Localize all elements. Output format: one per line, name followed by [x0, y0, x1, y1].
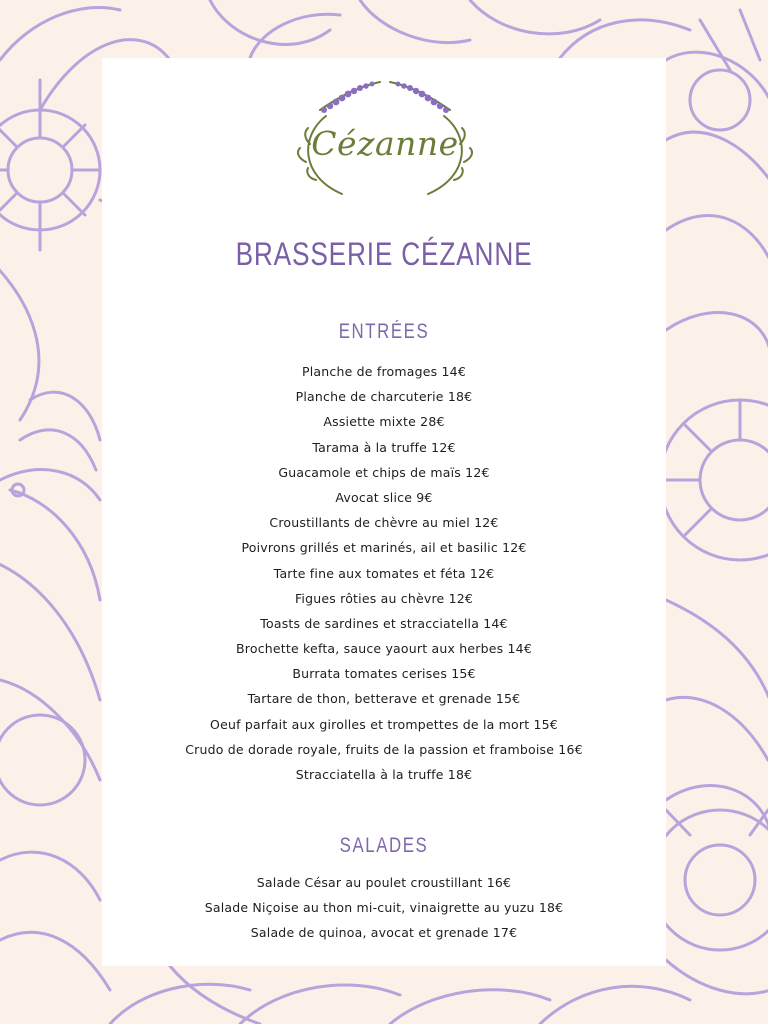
entrees-list	[102, 359, 666, 787]
list-item: Tartare de thon, betterave et grenade 15€	[247, 691, 521, 707]
section-title-salades: SALADES	[339, 834, 429, 857]
list-item: Assiette mixte 28€	[323, 414, 445, 430]
list-item: Planche de charcuterie 18€	[295, 389, 473, 405]
flower-bottom	[110, 966, 690, 1024]
flower-top-center	[210, 0, 690, 58]
list-item: Guacamole et chips de maïs 12€	[278, 464, 490, 480]
list-item: Crudo de dorade royale, fruits de la passion et framboise 16€	[185, 741, 583, 757]
flower-right-bottom	[650, 786, 768, 994]
list-item: Tarte fine aux tomates et féta 12€	[273, 565, 495, 581]
logo	[290, 76, 480, 201]
list-item: Oeuf parfait aux girolles et trompettes de la mort 15€	[210, 716, 558, 732]
list-item: Figues rôties au chèvre 12€	[294, 590, 474, 606]
list-item: Poivrons grillés et marinés, ail et basilic 12€	[241, 540, 527, 556]
flower-left-bottom	[0, 484, 110, 990]
list-item: Toasts de sardines et stracciatella 14€	[260, 615, 508, 631]
list-item: Salade de quinoa, avocat et grenade 17€	[250, 925, 518, 941]
list-item: Tarama à la truffe 12€	[312, 439, 456, 455]
menu-card	[102, 58, 666, 966]
salades-list	[102, 870, 666, 946]
list-item: Brochette kefta, sauce yaourt aux herbes 14€	[236, 641, 532, 657]
logo-text: Cézanne	[311, 124, 459, 163]
section-title-entrees: ENTRÉES	[338, 320, 430, 343]
flower-top-right	[666, 10, 768, 260]
list-item: Planche de fromages 14€	[302, 364, 466, 379]
list-item: Burrata tomates cerises 15€	[292, 666, 476, 682]
restaurant-title: BRASSERIE CÉZANNE	[235, 236, 533, 272]
list-item: Croustillants de chèvre au miel 12€	[269, 515, 499, 531]
list-item: Salade César au poulet croustillant 16€	[256, 875, 512, 890]
flower-right-middle	[660, 313, 768, 760]
list-item: Stracciatella à la truffe 18€	[295, 767, 473, 782]
list-item: Salade Niçoise au thon mi-cuit, vinaigrette au yuzu 18€	[204, 900, 564, 916]
list-item: Avocat slice 9€	[335, 489, 433, 505]
